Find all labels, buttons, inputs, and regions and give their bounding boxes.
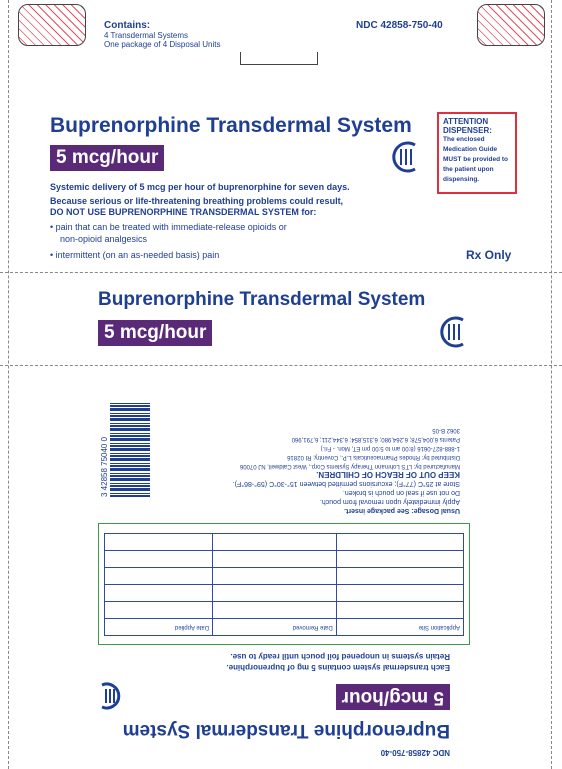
cell — [213, 602, 337, 619]
cell — [105, 534, 213, 551]
cell — [105, 585, 213, 602]
phone-line: 1-888-827-0616 (8:00 am to 5:00 pm ET, Mon. - Fri.) — [320, 445, 460, 451]
header-date-removed: Date Removed — [213, 619, 337, 636]
attention-heading: ATTENTION DISPENSER: — [443, 117, 492, 135]
cell — [336, 568, 463, 585]
cell — [336, 534, 463, 551]
contains-title: Contains: — [104, 20, 151, 31]
cell — [213, 568, 337, 585]
back-each-line1: Each transdermal system contains 5 mg of buprenorphine. — [226, 663, 450, 672]
table-row — [105, 619, 464, 636]
store-text: Store at 25°C (77°F); excursions permitted between 15°-30°C (59°-86°F). — [232, 480, 460, 487]
application-log-table — [104, 533, 464, 636]
glue-flap-right — [477, 4, 545, 46]
cell — [336, 585, 463, 602]
usual-dosage: Usual Dosage: See package insert. — [344, 507, 460, 514]
back-ndc: NDC 42858-750-40 — [380, 748, 450, 757]
header-application-site: Application Site — [336, 619, 463, 636]
table-row — [105, 551, 464, 568]
lot-code: 3062 B-05 — [432, 427, 460, 433]
side-dose-badge: 5 mcg/hour — [98, 320, 212, 346]
table-row — [105, 585, 464, 602]
product-title: Buprenorphine Transdermal System — [50, 114, 412, 137]
fold-line-left — [8, 0, 9, 769]
cell — [213, 585, 337, 602]
table-row — [105, 534, 464, 551]
cell — [336, 602, 463, 619]
do-not-use-text: Do not use if seal on pouch is broken. — [342, 489, 460, 496]
apply-text: Apply immediately upon removal from pouch. — [319, 498, 460, 505]
bullet-2: • intermittent (on an as-needed basis) pain — [50, 250, 220, 260]
fold-line-2 — [0, 365, 562, 366]
back-dose-badge: 5 mcg/hour — [336, 684, 450, 710]
cell — [105, 551, 213, 568]
cell — [336, 551, 463, 568]
schedule-ciii-icon — [389, 140, 423, 174]
bullet2-text: intermittent (on an as-needed basis) pain — [55, 250, 220, 260]
cell — [213, 534, 337, 551]
table-row — [105, 602, 464, 619]
mfg-line1: Manufactured by: LTS Lohmann Therapy Systems Corp., West Caldwell, NJ 07006 — [239, 463, 460, 469]
glue-flap-left — [18, 4, 86, 46]
application-log-box — [98, 523, 470, 645]
warning-line2: DO NOT USE BUPRENORPHINE TRANSDERMAL SYSTEM for: — [50, 207, 317, 217]
back-info-block — [120, 425, 460, 515]
contains-line1: 4 Transdermal Systems — [104, 31, 189, 40]
dose-badge: 5 mcg/hour — [50, 145, 164, 171]
back-panel — [10, 380, 550, 765]
cell — [105, 568, 213, 585]
warning-line1: Because serious or life-threatening breathing problems could result, — [50, 196, 344, 206]
cell — [105, 602, 213, 619]
bullet-1: • pain that can be treated with immediate-release opioids or — [50, 222, 287, 232]
header-date-applied: Date Applied — [105, 619, 213, 636]
fold-line-1 — [0, 272, 562, 273]
rx-only: Rx Only — [466, 248, 512, 262]
attention-box — [437, 112, 517, 194]
mfg-line2: Distributed by: Rhodes Pharmaceuticals L.P., Coventry, RI 02816 — [287, 454, 460, 460]
tuck-tab — [240, 52, 318, 65]
side-product-title: Buprenorphine Transdermal System — [98, 289, 426, 310]
attention-body: The enclosed Medication Guide MUST be provided to the patient upon dispensing. — [443, 136, 508, 183]
table-row — [105, 568, 464, 585]
side-schedule-ciii-icon — [437, 315, 471, 349]
fold-line-right — [551, 0, 552, 769]
back-schedule-ciii-icon — [95, 681, 125, 711]
bullet1-line-a: pain that can be treated with immediate-release opioids or — [55, 222, 287, 232]
back-each-line2: Retain systems in unopened foil pouch until ready to use. — [230, 652, 450, 661]
contains-block — [104, 20, 221, 49]
contains-line2: One package of 4 Disposal Units — [104, 40, 221, 49]
barcode-number: 3 42858 75040 0 — [100, 436, 109, 497]
bullet1-line-b: non-opioid analgesics — [60, 234, 148, 244]
keep-out-text: KEEP OUT OF REACH OF CHILDREN. — [316, 470, 460, 479]
patents-line: Patents 6,004,578; 6,264,980; 6,315,854; 6,344,211; 6,791,960 — [291, 436, 460, 442]
back-product-title: Buprenorphine Transdermal System — [122, 720, 450, 741]
barcode — [110, 402, 150, 497]
delivery-text: Systemic delivery of 5 mcg per hour of buprenorphine for seven days. — [50, 182, 350, 192]
cell — [213, 551, 337, 568]
ndc-top: NDC 42858-750-40 — [356, 20, 443, 31]
